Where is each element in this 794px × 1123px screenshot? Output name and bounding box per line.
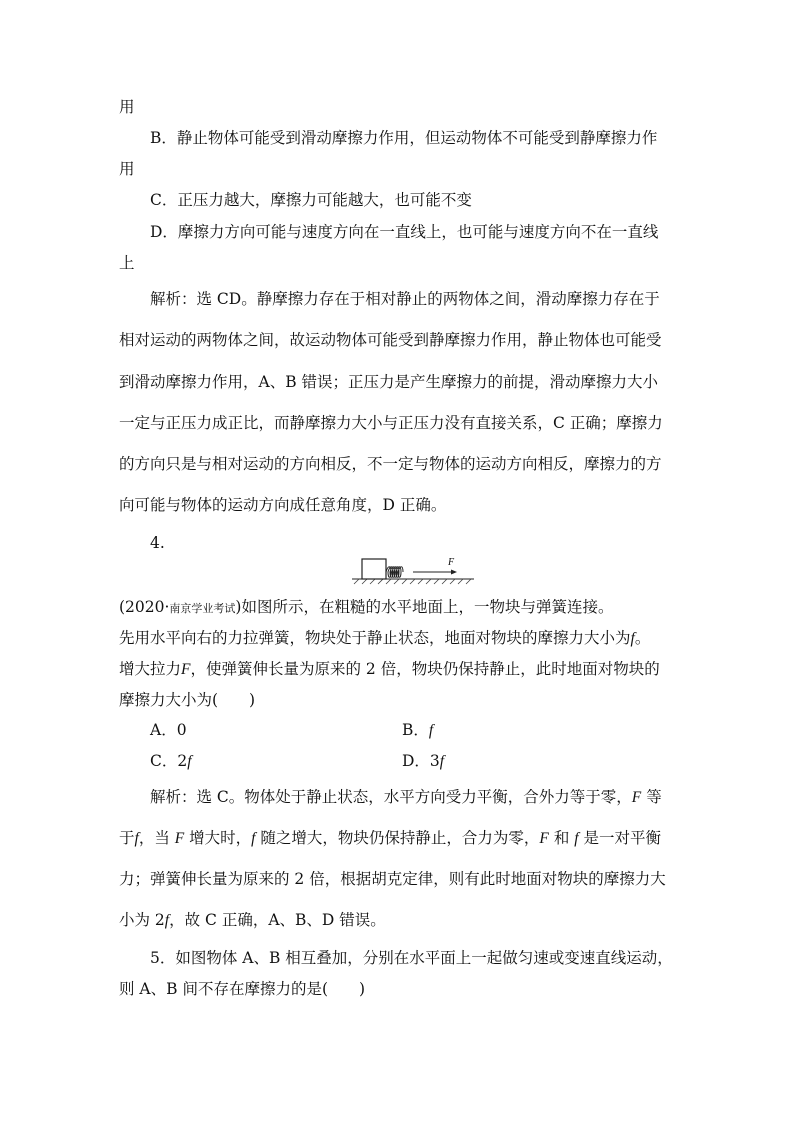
force-label: F [448,557,455,568]
var-F: F [539,830,549,847]
var-f: f [134,830,139,847]
var-f: f [187,753,192,770]
q4-analysis-line1 [150,787,662,808]
analysis-text: 解析：选 C。物体处于静止状态，水平方向受力平衡，合外力等于零， [150,788,632,806]
q4-analysis-line3: 力；弹簧伸长量为原来的 2 倍，根据胡克定律，则有此时地面对物块的摩擦力大 [119,870,666,888]
q4-option-b [402,720,433,741]
q4-stem-line1 [119,597,613,619]
q3-analysis-line: 一定与正压力成正比，而静摩擦力大小与正压力没有直接关系，C 正确；摩擦力 [119,414,663,432]
q4-analysis-line2 [119,828,661,849]
q3-analysis-line: 到滑动摩擦力作用，A、B 错误；正压力是产生摩擦力的前提，滑动摩擦力大小 [119,373,659,391]
q4-option-a: A．0 [150,721,187,739]
stem-text: )如图所示，在粗糙的水平地面上，一物块与弹簧连接。 [235,598,614,616]
q3-option-c: C．正压力越大，摩擦力可能越大，也可能不变 [150,191,472,209]
q3-analysis-line: 向可能与物体的运动方向成任意角度，D 正确。 [119,496,447,514]
spring [386,567,403,578]
var-f: f [251,830,256,847]
q3-option-b-line1: B．静止物体可能受到滑动摩擦力作用，但运动物体不可能受到静摩擦力作 [150,129,658,147]
q3-option-a-tail: 用 [119,98,135,116]
analysis-text: 小为 2 [119,911,165,929]
var-f: f [164,912,170,929]
block [362,559,386,579]
analysis-text: ，故 C 正确，A、B、D 错误。 [169,911,386,929]
q3-option-b-line2: 用 [119,160,135,178]
stem-text: 。 [634,629,651,647]
q5-stem-line1: 5．如图物体 A、B 相互叠加，分别在水平面上一起做匀速或变速直线运动， [150,949,673,967]
q3-analysis-line: 的方向只是与相对运动的方向相反，不一定与物体的运动方向相反，摩擦力的方 [119,455,662,473]
q4-stem-line3 [119,659,660,680]
analysis-text: 和 [548,829,575,847]
q4-option-d [402,751,444,772]
q5-stem-line2: 则 A、B 间不存在摩擦力的是( ) [119,980,366,998]
analysis-text: 等 [641,788,662,806]
stem-text: ，使弹簧伸长量为原来的 2 倍，物块仍保持静止，此时地面对物块的 [190,660,660,678]
block-spring-figure [350,550,478,586]
q4-option-c [150,751,192,772]
exam-source: 南京学业考试 [169,602,236,615]
q4-stem-line4: 摩擦力大小为( ) [119,691,256,709]
analysis-text: ，当 [138,829,175,847]
option-prefix: C．2 [150,752,188,770]
q4-analysis-line4 [119,910,386,931]
q4-stem-line2 [119,628,650,649]
q3-analysis-line: 解析：选 CD。静摩擦力存在于相对静止的两物体之间，滑动摩擦力存在于 [150,290,660,308]
var-F: F [174,830,185,847]
var-f: f [439,753,445,770]
force-arrow [413,570,457,575]
option-prefix: B． [402,721,429,739]
analysis-text: 是一对平衡 [578,829,661,847]
q4-number: 4. [150,534,165,552]
option-prefix: D．3 [402,752,440,770]
stem-text: 先用水平向右的力拉弹簧，物块处于静止状态，地面对物块的摩擦力大小为 [119,629,631,647]
q3-option-d-line1: D．摩擦力方向可能与速度方向在一直线上，也可能与速度方向不在一直线 [150,223,659,241]
q3-analysis-line: 相对运动的两物体之间，故运动物体可能受到静摩擦力作用，静止物体也可能受 [119,331,662,349]
q3-option-d-line2: 上 [119,254,135,272]
ground-surface [352,579,474,584]
analysis-text: 随之增大，物块仍保持静止，合力为零， [255,829,540,847]
analysis-text: 于 [119,829,135,847]
var-F: F [631,789,642,806]
stem-text: 增大拉力 [119,660,182,678]
var-F: F [181,661,191,678]
var-f: f [630,630,635,647]
year-source-open: (2020· [119,598,170,616]
var-f: f [428,722,434,739]
var-f: f [574,830,579,847]
analysis-text: 增大时， [184,829,252,847]
